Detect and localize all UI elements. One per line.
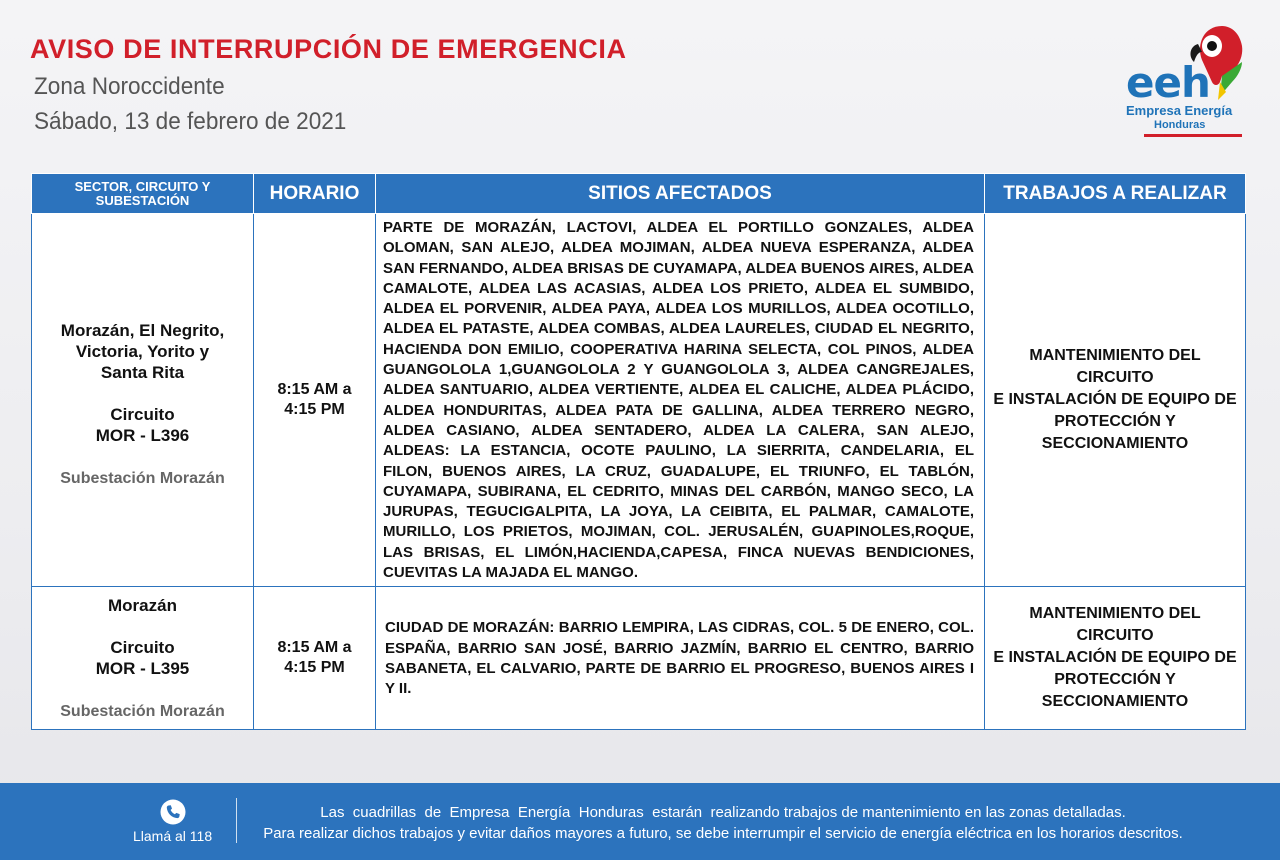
logo-country: Honduras <box>1154 119 1206 131</box>
trabajos-line: MANTENIMIENTO DEL CIRCUITO <box>1029 605 1201 645</box>
footer-banner <box>0 783 1280 860</box>
circuit-code: MOR - L396 <box>95 425 190 445</box>
horario-cell <box>254 587 376 730</box>
table-header-row <box>32 174 1246 214</box>
call-label[interactable]: Llamá al 118 <box>133 828 213 844</box>
substation-name: Subestación Morazán <box>60 469 225 487</box>
phone-icon[interactable] <box>160 799 186 825</box>
sector-cell <box>32 214 254 587</box>
outage-table <box>31 173 1246 730</box>
trabajos-line: E INSTALACIÓN DE EQUIPO DE <box>993 391 1237 409</box>
trabajos-line: PROTECCIÓN Y <box>1054 413 1176 431</box>
logo-company-name: Empresa Energía <box>1126 103 1233 118</box>
trabajos-cell <box>985 587 1246 730</box>
sector-name-line: Santa Rita <box>100 362 185 382</box>
trabajos-line: E INSTALACIÓN DE EQUIPO DE <box>993 649 1237 667</box>
circuit-label: Circuito <box>110 404 175 424</box>
circuit-code: MOR - L395 <box>95 658 190 678</box>
logo-wordmark: eeh <box>1126 58 1210 107</box>
sector-name-line: Victoria, Yorito y <box>75 341 210 361</box>
sitios-cell: CIUDAD DE MORAZÁN: BARRIO LEMPIRA, LAS CIDRAS, COL. 5 DE ENERO, COL. ESPAÑA, BARRIO SAN JOSÉ, BARRIO JAZMÍN, BARRIO EL CENTRO, BARRIO SABANETA, EL CALVARIO, PARTE DE BARRIO EL PROGRESO, BUENOS AIRES I Y II. <box>376 587 985 730</box>
horario-end: 4:15 PM <box>284 401 345 419</box>
header-sitios: SITIOS AFECTADOS <box>376 174 985 214</box>
logo-underline <box>1144 134 1242 137</box>
header-sector: SECTOR, CIRCUITO Y SUBESTACIÓN <box>32 174 254 214</box>
date-subtitle: Sábado, 13 de febrero de 2021 <box>34 108 347 135</box>
header-horario: HORARIO <box>254 174 376 214</box>
trabajos-line: PROTECCIÓN Y <box>1054 671 1176 689</box>
table-row <box>32 214 1246 587</box>
horario-cell <box>254 214 376 587</box>
sector-name-line: Morazán, El Negrito, <box>60 320 225 340</box>
footer-divider <box>236 798 237 843</box>
footer-message-line: Para realizar dichos trabajos y evitar daños mayores a futuro, se debe interrumpir el servicio de energía eléctrica en los horarios descritos. <box>263 825 1183 842</box>
substation-name: Subestación Morazán <box>60 702 225 720</box>
footer-message-line: Las cuadrillas de Empresa Energía Honduras estarán realizando trabajos de mantenimiento en las zonas detalladas. <box>320 804 1126 821</box>
zone-subtitle: Zona Noroccidente <box>34 73 225 100</box>
trabajos-line: SECCIONAMIENTO <box>1041 693 1189 711</box>
trabajos-line: MANTENIMIENTO DEL CIRCUITO <box>1029 347 1201 387</box>
horario-start: 8:15 AM a <box>277 381 352 399</box>
header-trabajos: TRABAJOS A REALIZAR <box>985 174 1246 214</box>
circuit-label: Circuito <box>110 637 175 657</box>
trabajos-line: SECCIONAMIENTO <box>1041 435 1189 453</box>
horario-end: 4:15 PM <box>284 659 345 677</box>
sector-cell <box>32 587 254 730</box>
company-logo <box>1124 22 1246 134</box>
page-title: AVISO DE INTERRUPCIÓN DE EMERGENCIA <box>30 34 627 64</box>
footer-message <box>248 802 1198 844</box>
horario-start: 8:15 AM a <box>277 639 352 657</box>
sitios-cell: PARTE DE MORAZÁN, LACTOVI, ALDEA EL PORTILLO GONZALES, ALDEA OLOMAN, SAN ALEJO, ALDEA MOJIMAN, ALDEA NUEVA ESPERANZA, ALDEA SAN FERNANDO, ALDEA BRISAS DE CUYAMAPA, ALDEA BUENOS AIRES, ALDEA CAMALOTE, ALDEA LAS ACASIAS, ALDEA LOS PRIETO, ALDEA EL SUMBIDO, ALDEA EL PORVENIR, ALDEA PAYA, ALDEA LOS MURILLOS, ALDEA OCOTILLO, ALDEA EL PATASTE, ALDEA COMBAS, ALDEA LAURELES, CIUDAD EL NEGRITO, HACIENDA DON EMILIO, COOPERATIVA HARINA SELECTA, COL PINOS, ALDEA GUANGOLOLA 1,GUANGOLOLA 2 Y GUANGOLOLA 3, ALDEA CANGREJALES, ALDEA SANTUARIO, ALDEA VERTIENTE, ALDEA EL CALICHE, ALDEA PLÁCIDO, ALDEA HONDURITAS, ALDEA PATA DE GALLINA, ALDEA TERRERO NEGRO, ALDEA CASIANO, ALDEA SENTADERO, ALDEA LA CALERA, SAN ALEJO, ALDEAS: LA ESTANCIA, OCOTE PAULINO, LA SIERRITA, CANDELARIA, EL FILON, BUENOS AIRES, LA CRUZ, GUADALUPE, EL TRIUNFO, EL TABLÓN, CUYAMAPA, SUBIRANA, EL CEDRITO, MINAS DEL CARBÓN, MANGO SECO, LA JURUPAS, TEGUCIGALPITA, LA JOYA, LA CEIBITA, EL PALMAR, CAMALOTE, MURILLO, LOS PRIETOS, MOJIMAN, COL. JERUSALÉN, GUAPINOLES,ROQUE, LAS BRISAS, EL LIMÓN,HACIENDA,CAPESA, FINCA NUEVAS BENDICIONES, CUEVITAS LA MAJADA EL MANGO. <box>376 214 985 587</box>
trabajos-cell <box>985 214 1246 587</box>
table-row <box>32 587 1246 730</box>
sector-name-line: Morazán <box>108 595 177 615</box>
